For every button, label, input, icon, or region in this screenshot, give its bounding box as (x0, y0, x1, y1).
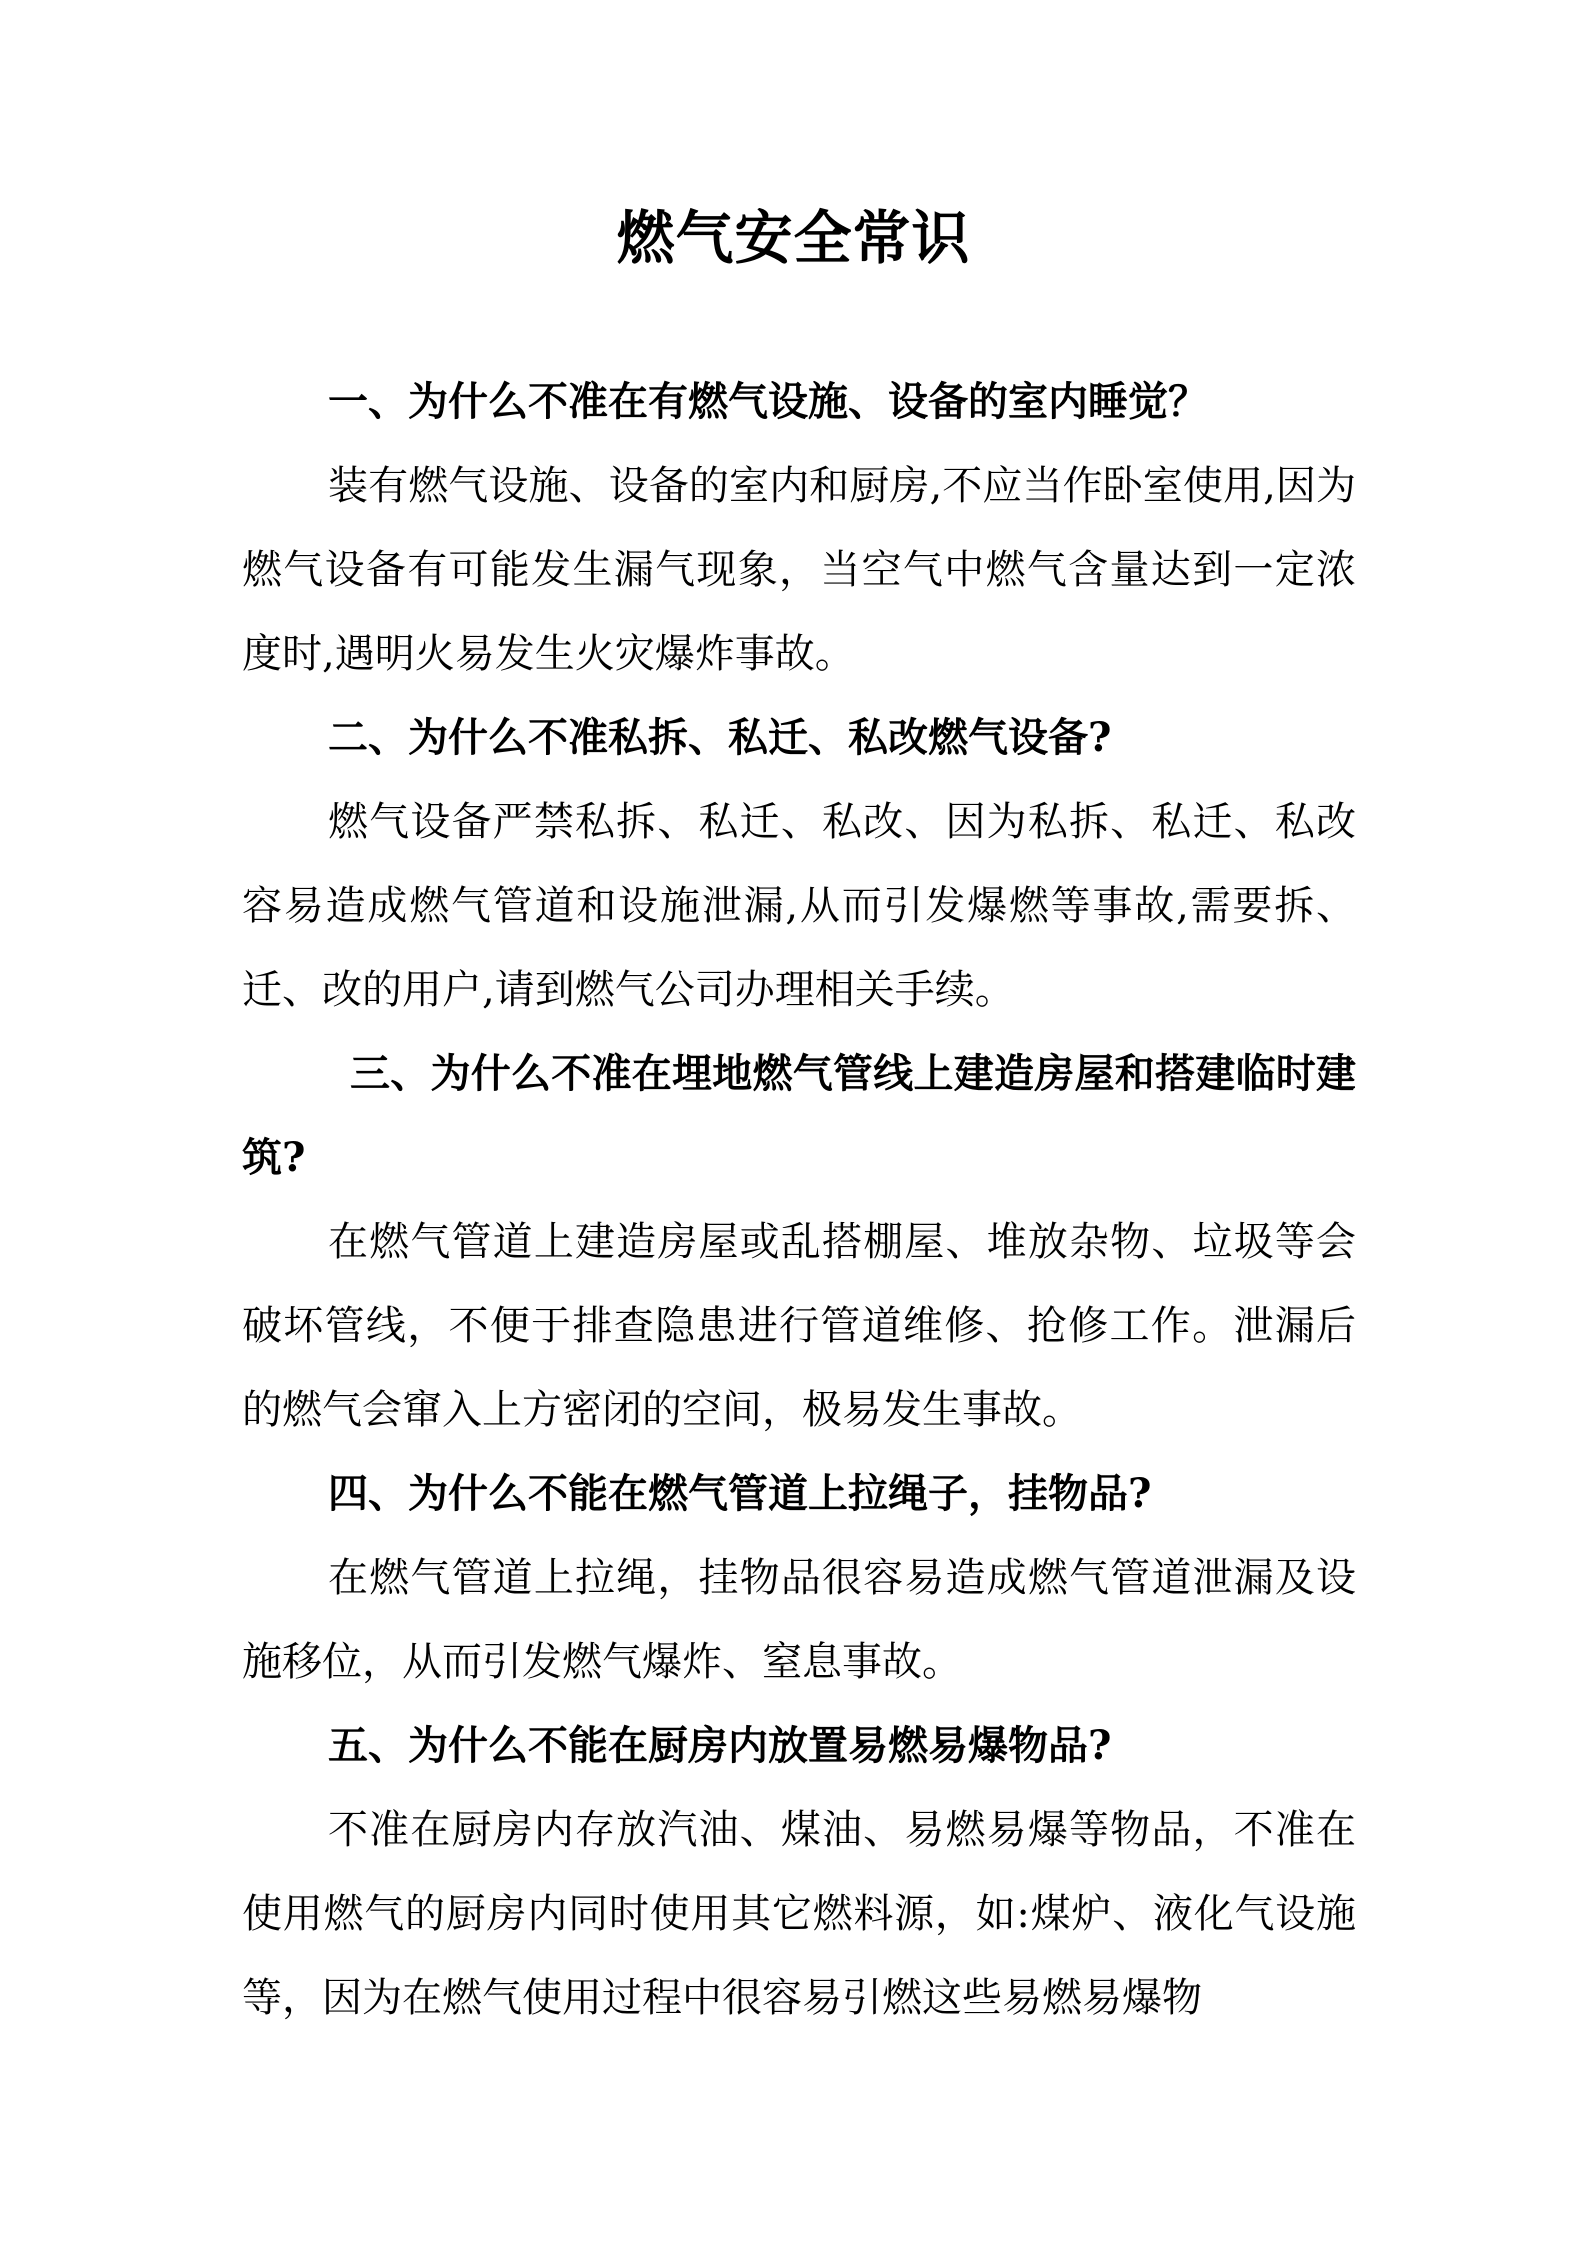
section-4-body: 在燃气管道上拉绳，挂物品很容易造成燃气管道泄漏及设施移位，从而引发燃气爆炸、窒息事故。 (242, 1555, 1356, 1685)
section-3-heading: 三、为什么不准在埋地燃气管线上建造房屋和搭建临时建筑? (242, 1050, 1356, 1181)
section-2-body: 燃气设备严禁私拆、私迁、私改、因为私拆、私迁、私改容易造成燃气管道和设施泄漏,从而引发爆燃等事故,需要拆、迁、改的用户,请到燃气公司办理相关手续。 (242, 799, 1356, 1013)
section-4-heading: 四、为什么不能在燃气管道上拉绳子，挂物品? (328, 1470, 1152, 1517)
section-5-body: 不准在厨房内存放汽油、煤油、易燃易爆等物品，不准在使用燃气的厨房内同时使用其它燃料源，如:煤炉、液化气设施等，因为在燃气使用过程中很容易引燃这些易燃易爆物 (242, 1807, 1356, 2021)
section-5-heading: 五、为什么不能在厨房内放置易燃易爆物品? (328, 1722, 1112, 1769)
section-1-heading: 一、为什么不准在有燃气设施、设备的室内睡觉？ (328, 378, 1208, 425)
section-3-body: 在燃气管道上建造房屋或乱搭棚屋、堆放杂物、垃圾等会破坏管线，不便于排查隐患进行管道维修、抢修工作。泄漏后的燃气会窜入上方密闭的空间，极易发生事故。 (242, 1219, 1356, 1433)
section-2-heading: 二、为什么不准私拆、私迁、私改燃气设备? (328, 714, 1112, 761)
document-body (242, 360, 1356, 2040)
document-title: 燃气安全常识 (616, 204, 971, 272)
section-1-body: 装有燃气设施、设备的室内和厨房,不应当作卧室使用,因为燃气设备有可能发生漏气现象，当空气中燃气含量达到一定浓度时,遇明火易发生火灾爆炸事故。 (242, 463, 1356, 677)
